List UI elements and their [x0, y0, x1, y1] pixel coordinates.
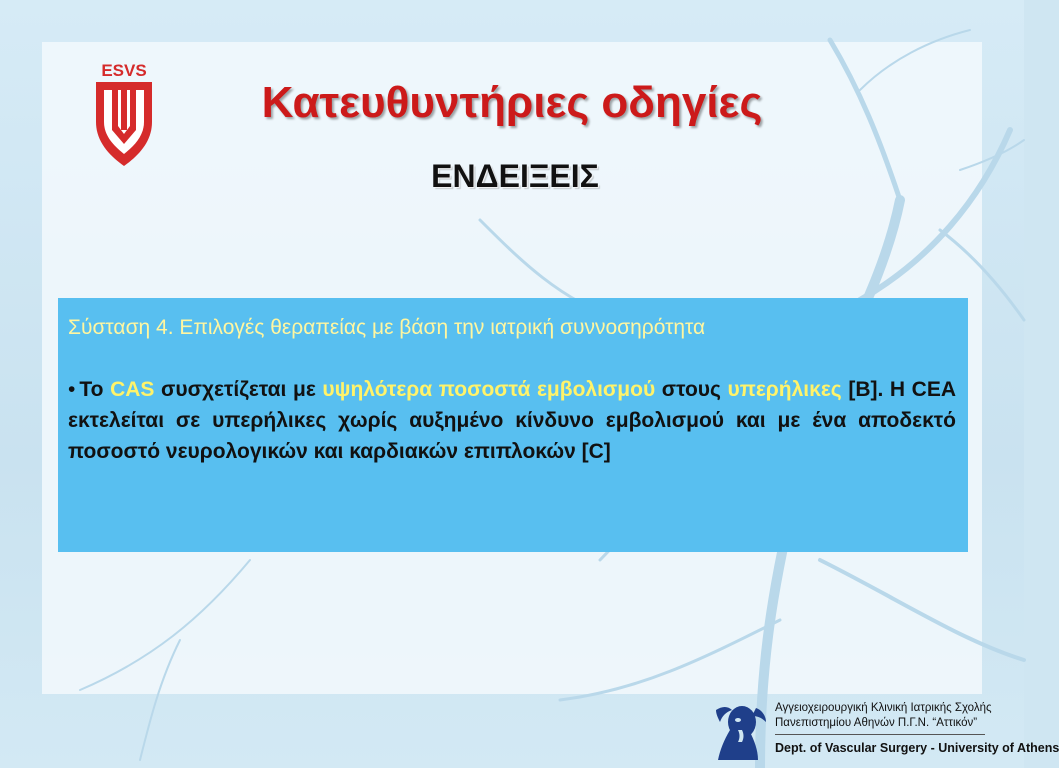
highlighted-text: υπερήλικες: [727, 378, 842, 401]
body-text-segment: συσχετίζεται με: [154, 378, 323, 401]
bullet-symbol: •: [68, 378, 76, 401]
recommendation-heading: Σύσταση 4. Επιλογές θεραπείας με βάση την ιατρική συννοσηρότητα: [68, 316, 706, 339]
body-text-segment: Το: [79, 378, 111, 401]
page-title: Κατευθυντήριες οδηγίες: [261, 78, 763, 127]
body-text-segment: [B]. Η CEA εκτελείται σε υπερήλικες χωρίς αυξημένο κίνδυνο εμβολισμού και με ένα αποδεκτό ποσοστό νευρολογικών και καρδιακών επιπλοκών [C]: [68, 378, 957, 463]
logo-text: ESVS: [101, 61, 147, 80]
highlighted-text: υψηλότερα ποσοστά εμβολισμού: [322, 378, 656, 401]
recommendation-body-text: [68, 378, 956, 463]
body-text-segment: στους: [655, 378, 728, 401]
recommendation-box: [58, 298, 968, 552]
recommendation-body: [68, 374, 956, 467]
footer-university-line: Πανεπιστημίου Αθηνών Π.Γ.Ν. “Αττικόν”: [775, 717, 978, 729]
university-of-athens-emblem-icon: [712, 700, 768, 762]
footer-divider: [775, 734, 985, 735]
footer-department: Dept. of Vascular Surgery - University of Athens: [775, 741, 1059, 755]
highlighted-text: CAS: [110, 378, 155, 401]
section-subtitle: ΕΝΔΕΙΞΕΙΣ: [431, 158, 599, 194]
footer-clinic-line: Αγγειοχειρουργική Κλινική Ιατρικής Σχολής: [775, 702, 992, 714]
